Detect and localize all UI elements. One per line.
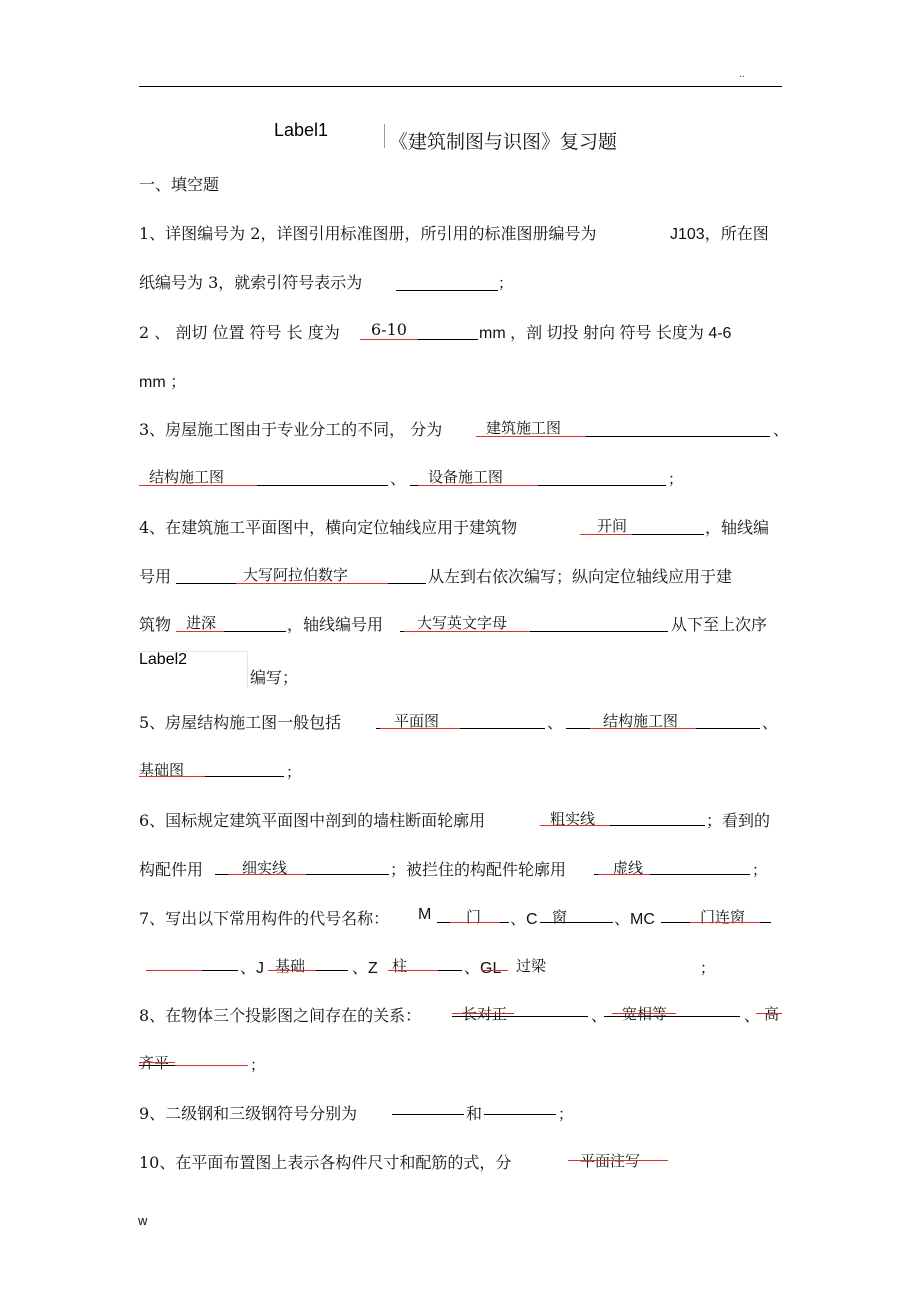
q10-line1: 10、在平面布置图上表示各构件尺寸和配筋的式，分 [139, 1153, 512, 1172]
q8-answer-2: 宽相等 [622, 1005, 668, 1023]
q5-sep-1: 、 [547, 713, 564, 732]
q6-answer-3: 虚线 [613, 859, 644, 877]
q7-answer-m: 门 [466, 908, 482, 926]
q3-sep-1: 、 [773, 420, 790, 439]
q7-line1: 7、写出以下常用构件的代号名称： [139, 909, 390, 928]
q6-answer-2: 细实线 [242, 859, 288, 877]
q9-blank-1 [392, 1114, 464, 1115]
q5-red-underline-2 [590, 728, 696, 729]
q1-end: ； [498, 274, 514, 292]
q2-answer: 6-10 [371, 320, 407, 339]
q1-line1: 1、详图编号为 2，详图引用标准图册，所引用的标准图册编号为 [139, 224, 597, 243]
q6-blank-1 [610, 825, 705, 826]
q4-answer-1: 开间 [597, 517, 628, 535]
label1: Label1 [274, 120, 329, 140]
q4-red-underline-4 [404, 631, 530, 632]
title-divider [384, 124, 385, 148]
q4-answer-4: 大写英文字母 [417, 614, 508, 632]
q7-code-gl: 、GL [464, 960, 502, 977]
q3-red-underline-3 [418, 485, 538, 486]
q6-line1: 6、国标规定建筑平面图中剖到的墙柱断面轮廓用 [139, 811, 486, 830]
q5-sep-2: 、 [762, 713, 779, 732]
q2-blank [418, 339, 478, 340]
q7-red-underline-gl [482, 970, 508, 971]
q4-blank-1 [632, 534, 704, 535]
q7-code-c: 、C [510, 911, 538, 928]
q6-red-underline-2 [228, 874, 306, 875]
q6-answer-1: 粗实线 [550, 810, 596, 828]
q7-answer-j: 基础 [275, 957, 306, 975]
q8-strike-3a [756, 1013, 782, 1014]
q4-red-underline-2 [236, 583, 388, 584]
q7-end: ； [700, 959, 716, 977]
q4-line3b: ，轴线编号用 [287, 615, 384, 634]
q7-blank-c [540, 922, 613, 923]
q10-answer-1: 平面注写 [580, 1152, 641, 1170]
q4-answer-3: 进深 [186, 614, 217, 632]
q4-after-1: ，轴线编 [705, 518, 770, 537]
q7-answer-z: 柱 [392, 957, 408, 975]
q8-end: ； [250, 1056, 266, 1074]
q8-strike-1 [452, 1013, 514, 1014]
q7-answer-mc: 门连窗 [700, 908, 746, 926]
q3-end: ； [668, 470, 684, 488]
q7-red-underline-m [450, 922, 500, 923]
q5-line1: 5、房屋结构施工图一般包括 [139, 713, 342, 732]
page-title: 《建筑制图与识图》复习题 [389, 131, 618, 153]
q3-blank-2 [257, 485, 388, 486]
label2: Label2 [139, 651, 188, 668]
q5-red-underline-3 [139, 776, 205, 777]
section-heading: 一、填空题 [139, 175, 220, 194]
q8-blank-1 [452, 1016, 588, 1017]
q2-line1: 2 、 剖切 位置 符号 长 度为 [139, 323, 340, 342]
q7-code-mc: 、MC [614, 911, 655, 928]
q8-blank-2 [604, 1016, 740, 1017]
q2-line2: mm ； [139, 374, 187, 391]
q3-red-underline-2 [139, 485, 257, 486]
q5-blank-3 [205, 776, 284, 777]
q5-answer-2: 结构施工图 [603, 712, 679, 730]
q8-sep-1: 、 [591, 1006, 608, 1025]
q7-answer-gl: 过梁 [516, 957, 547, 975]
q5-answer-3: 基础图 [139, 761, 185, 779]
q2-red-underline [360, 339, 418, 340]
q4-line2a: 号用 [139, 567, 172, 586]
page-footer: w [138, 1213, 148, 1228]
q2-mid: mm ，剖 切投 射向 符号 长度为 4-6 [479, 325, 732, 342]
q6-red-underline-3 [598, 874, 650, 875]
q4-blank-3 [224, 631, 286, 632]
q9-end: ； [558, 1105, 574, 1123]
q8-strike-3b [139, 1062, 175, 1063]
q9-blank-2 [484, 1114, 556, 1115]
q3-red-underline-1 [476, 436, 586, 437]
q5-answer-1: 平面图 [394, 712, 440, 730]
q7-code-m: M [418, 906, 432, 923]
q7-answer-c: 窗 [552, 908, 568, 926]
q6-end: ； [752, 861, 768, 879]
q8-line1: 8、在物体三个投影图之间存在的关系： [139, 1006, 422, 1025]
q4-line2b: 从左到右依次编写；纵向定位轴线应用于建 [428, 567, 733, 586]
q1-code: J103，所在图 [670, 226, 769, 243]
q4-line3a: 筑物 [139, 615, 172, 634]
q8-red-underline-3 [175, 1065, 248, 1066]
q7-red-underline-z [388, 970, 438, 971]
q4-answer-2: 大写阿拉伯数字 [243, 566, 349, 584]
q4-red-underline-3 [176, 631, 224, 632]
header-mark: .. [739, 70, 745, 80]
q8-sep-2: 、 [744, 1006, 761, 1025]
q9-line1: 9、二级钢和三级钢符号分别为 [139, 1104, 358, 1123]
q4-line3c: 从下至上次序 [671, 615, 768, 634]
q7-blank-cont [202, 970, 238, 971]
q3-answer-3: 设备施工图 [428, 468, 504, 486]
q8-answer-3b: 齐平 [139, 1054, 170, 1072]
q7-blank-z [438, 970, 462, 971]
q3-blank-1 [586, 436, 770, 437]
q4-line4: 编写； [250, 668, 299, 687]
q8-answer-3a: 高 [764, 1005, 780, 1023]
header-rule [139, 86, 782, 87]
q9-and: 和 [466, 1104, 483, 1123]
q3-answer-1: 建筑施工图 [486, 419, 562, 437]
q4-red-underline-1 [580, 534, 632, 535]
q7-red-underline-mc [690, 922, 760, 923]
q6-red-underline-1 [540, 825, 610, 826]
q7-red-underline-cont [146, 970, 202, 971]
q8-answer-1: 长对正 [462, 1005, 508, 1023]
q3-answer-2: 结构施工图 [149, 468, 225, 486]
q5-end: ； [286, 763, 302, 781]
q5-red-underline-1 [380, 728, 460, 729]
q1-line2: 纸编号为 3，就索引符号表示为 [139, 273, 363, 292]
q7-code-z: 、Z [352, 960, 378, 977]
q3-line1: 3、房屋施工图由于专业分工的不同， 分为 [139, 420, 443, 439]
q7-code-j: 、J [240, 960, 265, 977]
q6-after-1: ；看到的 [706, 811, 771, 830]
q1-blank [396, 290, 498, 291]
q6-line2a: 构配件用 [139, 860, 204, 879]
q7-red-underline-j [268, 970, 316, 971]
q10-strike-1 [568, 1160, 668, 1161]
q8-strike-2 [612, 1013, 676, 1014]
q3-sep-2: 、 [390, 469, 407, 488]
q6-line2b: ；被拦住的构配件轮廓用 [390, 860, 567, 879]
q4-line1: 4、在建筑施工平面图中，横向定位轴线应用于建筑物 [139, 518, 518, 537]
